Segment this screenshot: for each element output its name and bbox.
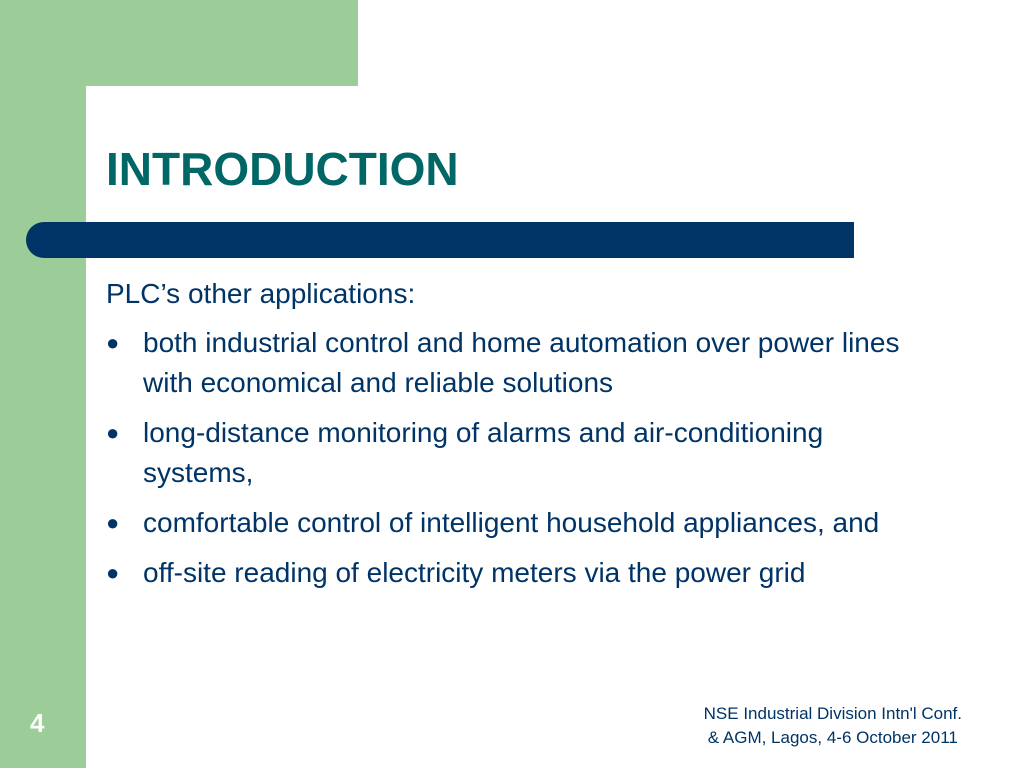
bullet-text: both industrial control and home automation over power lines with economical and reliable solutions xyxy=(143,327,900,398)
bullet-item xyxy=(106,503,926,543)
title-divider-bar xyxy=(26,222,854,258)
slide-body xyxy=(106,274,926,603)
intro-text: PLC’s other applications: xyxy=(106,278,416,309)
bullet-item xyxy=(106,413,926,493)
page-number: 4 xyxy=(30,708,45,738)
bullet-list xyxy=(106,323,926,593)
bullet-item xyxy=(106,553,926,593)
footer-line-1: NSE Industrial Division Intn'l Conf. xyxy=(703,704,962,723)
footer-line-2: & AGM, Lagos, 4-6 October 2011 xyxy=(707,728,958,747)
bullet-dot-icon: ● xyxy=(106,560,120,585)
bullet-dot-icon: ● xyxy=(106,420,120,445)
bullet-text: off-site reading of electricity meters via the power grid xyxy=(143,557,806,588)
bullet-dot-icon: ● xyxy=(106,510,120,535)
top-green-band xyxy=(0,0,358,86)
bullet-text: long-distance monitoring of alarms and air-conditioning systems, xyxy=(143,417,824,488)
left-green-band xyxy=(0,0,86,768)
bullet-item xyxy=(106,323,926,403)
slide-footer xyxy=(704,702,962,750)
bullet-dot-icon: ● xyxy=(106,330,120,355)
slide-title: INTRODUCTION xyxy=(106,143,459,195)
bullet-text: comfortable control of intelligent household appliances, and xyxy=(143,507,880,538)
